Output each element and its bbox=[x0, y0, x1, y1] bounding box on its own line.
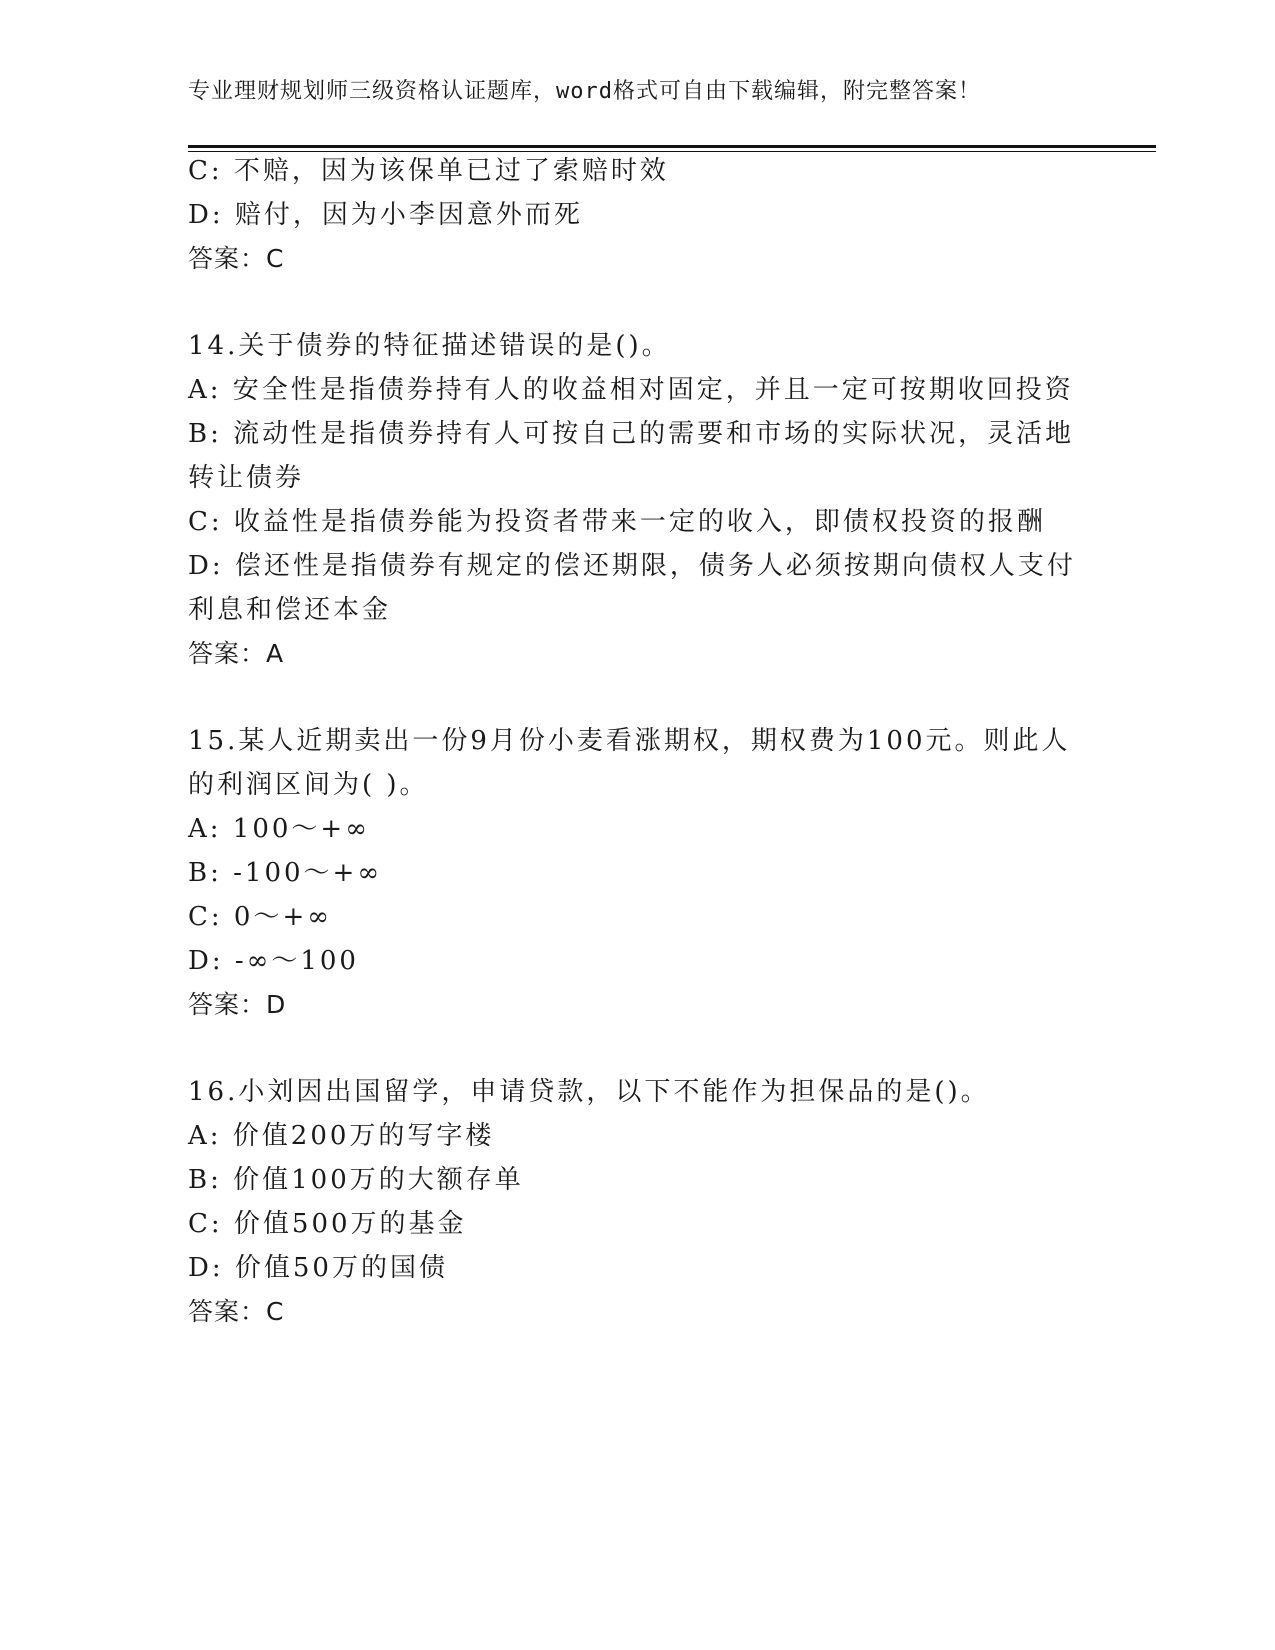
q14-option-b-line2: 转让债券 bbox=[188, 463, 305, 493]
q15-stem-line2: 的利润区间为( )。 bbox=[188, 770, 429, 800]
q15-option-c: C: 0～+∞ bbox=[188, 902, 332, 932]
q13-option-c: C: 不赔，因为该保单已过了索赔时效 bbox=[188, 156, 669, 186]
q14-option-a: A: 安全性是指债券持有人的收益相对固定，并且一定可按期收回投资 bbox=[188, 375, 1074, 405]
q15-option-b: B: -100～+∞ bbox=[188, 858, 382, 888]
document-header: 专业理财规划师三级资格认证题库，word格式可自由下载编辑，附完整答案！ bbox=[188, 79, 981, 104]
q16-option-c: C: 价值500万的基金 bbox=[188, 1209, 467, 1239]
q16-answer: 答案：C bbox=[188, 1297, 285, 1326]
q16-option-d: D: 价值50万的国债 bbox=[188, 1253, 448, 1283]
q14-option-b-line1: B: 流动性是指债券持有人可按自己的需要和市场的实际状况，灵活地 bbox=[188, 419, 1075, 449]
q14-answer: 答案：A bbox=[188, 639, 285, 668]
q15-option-a: A: 100～+∞ bbox=[188, 814, 370, 844]
header-rule-thin bbox=[188, 151, 1156, 152]
q14-option-d-line1: D: 偿还性是指债券有规定的偿还期限，债务人必须按期向债权人支付 bbox=[188, 551, 1076, 581]
q13-answer: 答案：C bbox=[188, 244, 285, 273]
q16-option-a: A: 价值200万的写字楼 bbox=[188, 1121, 495, 1151]
q15-option-d: D: -∞～100 bbox=[188, 946, 359, 976]
q14-stem: 14.关于债券的特征描述错误的是()。 bbox=[188, 331, 671, 361]
q16-stem: 16.小刘因出国留学，申请贷款，以下不能作为担保品的是()。 bbox=[188, 1077, 990, 1107]
q15-answer: 答案：D bbox=[188, 990, 287, 1019]
q16-option-b: B: 价值100万的大额存单 bbox=[188, 1165, 524, 1195]
header-rule-thick bbox=[188, 145, 1156, 148]
q14-option-d-line2: 利息和偿还本金 bbox=[188, 595, 392, 625]
q14-option-c: C: 收益性是指债券能为投资者带来一定的收入，即债权投资的报酬 bbox=[188, 507, 1046, 537]
q13-option-d: D: 赔付，因为小李因意外而死 bbox=[188, 200, 583, 230]
q15-stem-line1: 15.某人近期卖出一份9月份小麦看涨期权，期权费为100元。则此人 bbox=[188, 726, 1071, 756]
